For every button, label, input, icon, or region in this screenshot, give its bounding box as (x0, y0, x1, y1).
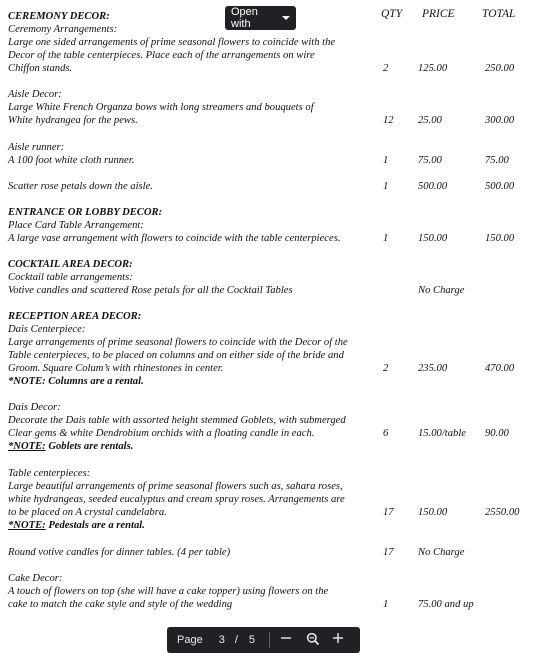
document-line: RECEPTION AREA DECOR: (8, 311, 142, 322)
document-line: ENTRANCE OR LOBBY DECOR: (8, 207, 163, 218)
price-cell: No Charge (418, 285, 465, 296)
minus-icon (280, 632, 292, 644)
zoom-out-button[interactable] (280, 632, 296, 648)
price-cell: 500.00 (418, 181, 448, 192)
document-line: Large arrangements of prime seasonal flowers to coincide with the Decor of the (8, 337, 348, 348)
document-line: Dais Decor: (8, 402, 61, 413)
plus-icon (332, 632, 344, 644)
document-line: Table centerpieces: (8, 468, 91, 479)
magnifier-icon (306, 632, 320, 646)
price-cell: No Charge (418, 547, 465, 558)
document-line: Table centerpieces, to be placed on columns and on either side of the bride and (8, 350, 344, 361)
total-cell: 90.00 (485, 428, 509, 439)
qty-cell: 1 (383, 181, 389, 192)
pager-divider (269, 632, 270, 648)
qty-cell: 12 (383, 115, 394, 126)
price-cell: 75.00 and up (418, 599, 474, 610)
qty-cell: 1 (383, 155, 389, 166)
document-line: Aisle runner: (8, 142, 65, 153)
document-line: to be placed on A crystal candelabra. (8, 507, 167, 518)
document-line: A large vase arrangement with flowers to coincide with the table centerpieces. (8, 233, 341, 244)
qty-cell: 6 (383, 428, 389, 439)
document-line: Large White French Organza bows with long streamers and bouquets of (8, 102, 314, 113)
document-line: Decor of the table centerpieces. Place each of the arrangements on wire (8, 50, 315, 61)
total-cell: 150.00 (485, 233, 515, 244)
note-text: Goblets are rentals. (45, 441, 134, 452)
price-cell: 150.00 (418, 233, 448, 244)
document-line: Chiffon stands. (8, 63, 73, 74)
price-cell: 150.00 (418, 507, 448, 518)
total-pages: 5 (248, 634, 256, 646)
document-line: Ceremony Arrangements: (8, 24, 118, 35)
qty-cell: 1 (383, 599, 389, 610)
zoom-in-button[interactable] (332, 632, 348, 648)
qty-cell: 2 (383, 63, 389, 74)
document-line: white hydrangeas, seeded eucalyptus and cream spray roses. Arrangements are (8, 494, 345, 505)
price-cell: 15.00/table (418, 428, 466, 439)
price-cell: 25.00 (418, 115, 442, 126)
document-line: Decorate the Dais table with assorted height stemmed Goblets, with submerged (8, 415, 346, 426)
open-with-label: Open with (231, 6, 258, 30)
price-cell: 125.00 (418, 63, 448, 74)
document-line (8, 440, 133, 453)
note-label: *NOTE: (8, 441, 46, 452)
document-line: COCKTAIL AREA DECOR: (8, 259, 133, 270)
total-header: TOTAL (482, 8, 516, 20)
qty-cell: 2 (383, 363, 389, 374)
qty-cell: 17 (383, 507, 394, 518)
document-line: Cocktail table arrangements: (8, 272, 133, 283)
price-cell: 75.00 (418, 155, 442, 166)
total-cell: 2550.00 (485, 507, 520, 518)
document-line: Clear gems & white Dendrobium orchids with a floating candle in each. (8, 428, 315, 439)
document-line: Aisle Decor: (8, 89, 62, 100)
zoom-fit-button[interactable] (306, 632, 322, 648)
qty-cell: 17 (383, 547, 394, 558)
qty-cell: 1 (383, 233, 389, 244)
document-line: Dais Centerpiece: (8, 324, 86, 335)
price-header: PRICE (422, 8, 455, 20)
document-line: Round votive candles for dinner tables. (4 per table) (8, 547, 231, 558)
document-line (8, 519, 145, 532)
price-cell: 235.00 (418, 363, 448, 374)
qty-header: QTY (381, 8, 403, 20)
document-line: Groom. Square Colum’s with rhinestones in center. (8, 363, 224, 374)
total-cell: 250.00 (485, 63, 515, 74)
document-line: A 100 foot white cloth runner. (8, 155, 135, 166)
note-label: *NOTE: (8, 520, 46, 531)
document-line: A touch of flowers on top (she will have a cake topper) using flowers on the (8, 586, 329, 597)
total-cell: 75.00 (485, 155, 509, 166)
dropdown-caret-icon (282, 16, 290, 20)
document-line: Cake Decor: (8, 573, 63, 584)
document-line: White hydrangea for the pews. (8, 115, 138, 126)
open-with-button[interactable] (225, 6, 296, 30)
document-line: Place Card Table Arrangement: (8, 220, 144, 231)
page-separator: / (234, 634, 238, 646)
document-line: *NOTE: Columns are a rental. (8, 376, 144, 387)
document-line: cake to match the cake style and style of the wedding (8, 599, 233, 610)
total-cell: 500.00 (485, 181, 515, 192)
document-line: Large beautiful arrangements of prime seasonal flowers such as, sahara roses, (8, 481, 343, 492)
total-cell: 300.00 (485, 115, 515, 126)
document-line: CEREMONY DECOR: (8, 11, 110, 22)
note-text: Pedestals are a rental. (45, 520, 145, 531)
current-page-number[interactable]: 3 (218, 634, 225, 646)
page-navigation-bar (167, 627, 360, 653)
document-line: Large one sided arrangements of prime seasonal flowers to coincide with the (8, 37, 336, 48)
page-label: Page (177, 634, 203, 646)
document-line: Votive candles and scattered Rose petals for all the Cocktail Tables (8, 285, 293, 296)
total-cell: 470.00 (485, 363, 515, 374)
document-line: Scatter rose petals down the aisle. (8, 181, 153, 192)
